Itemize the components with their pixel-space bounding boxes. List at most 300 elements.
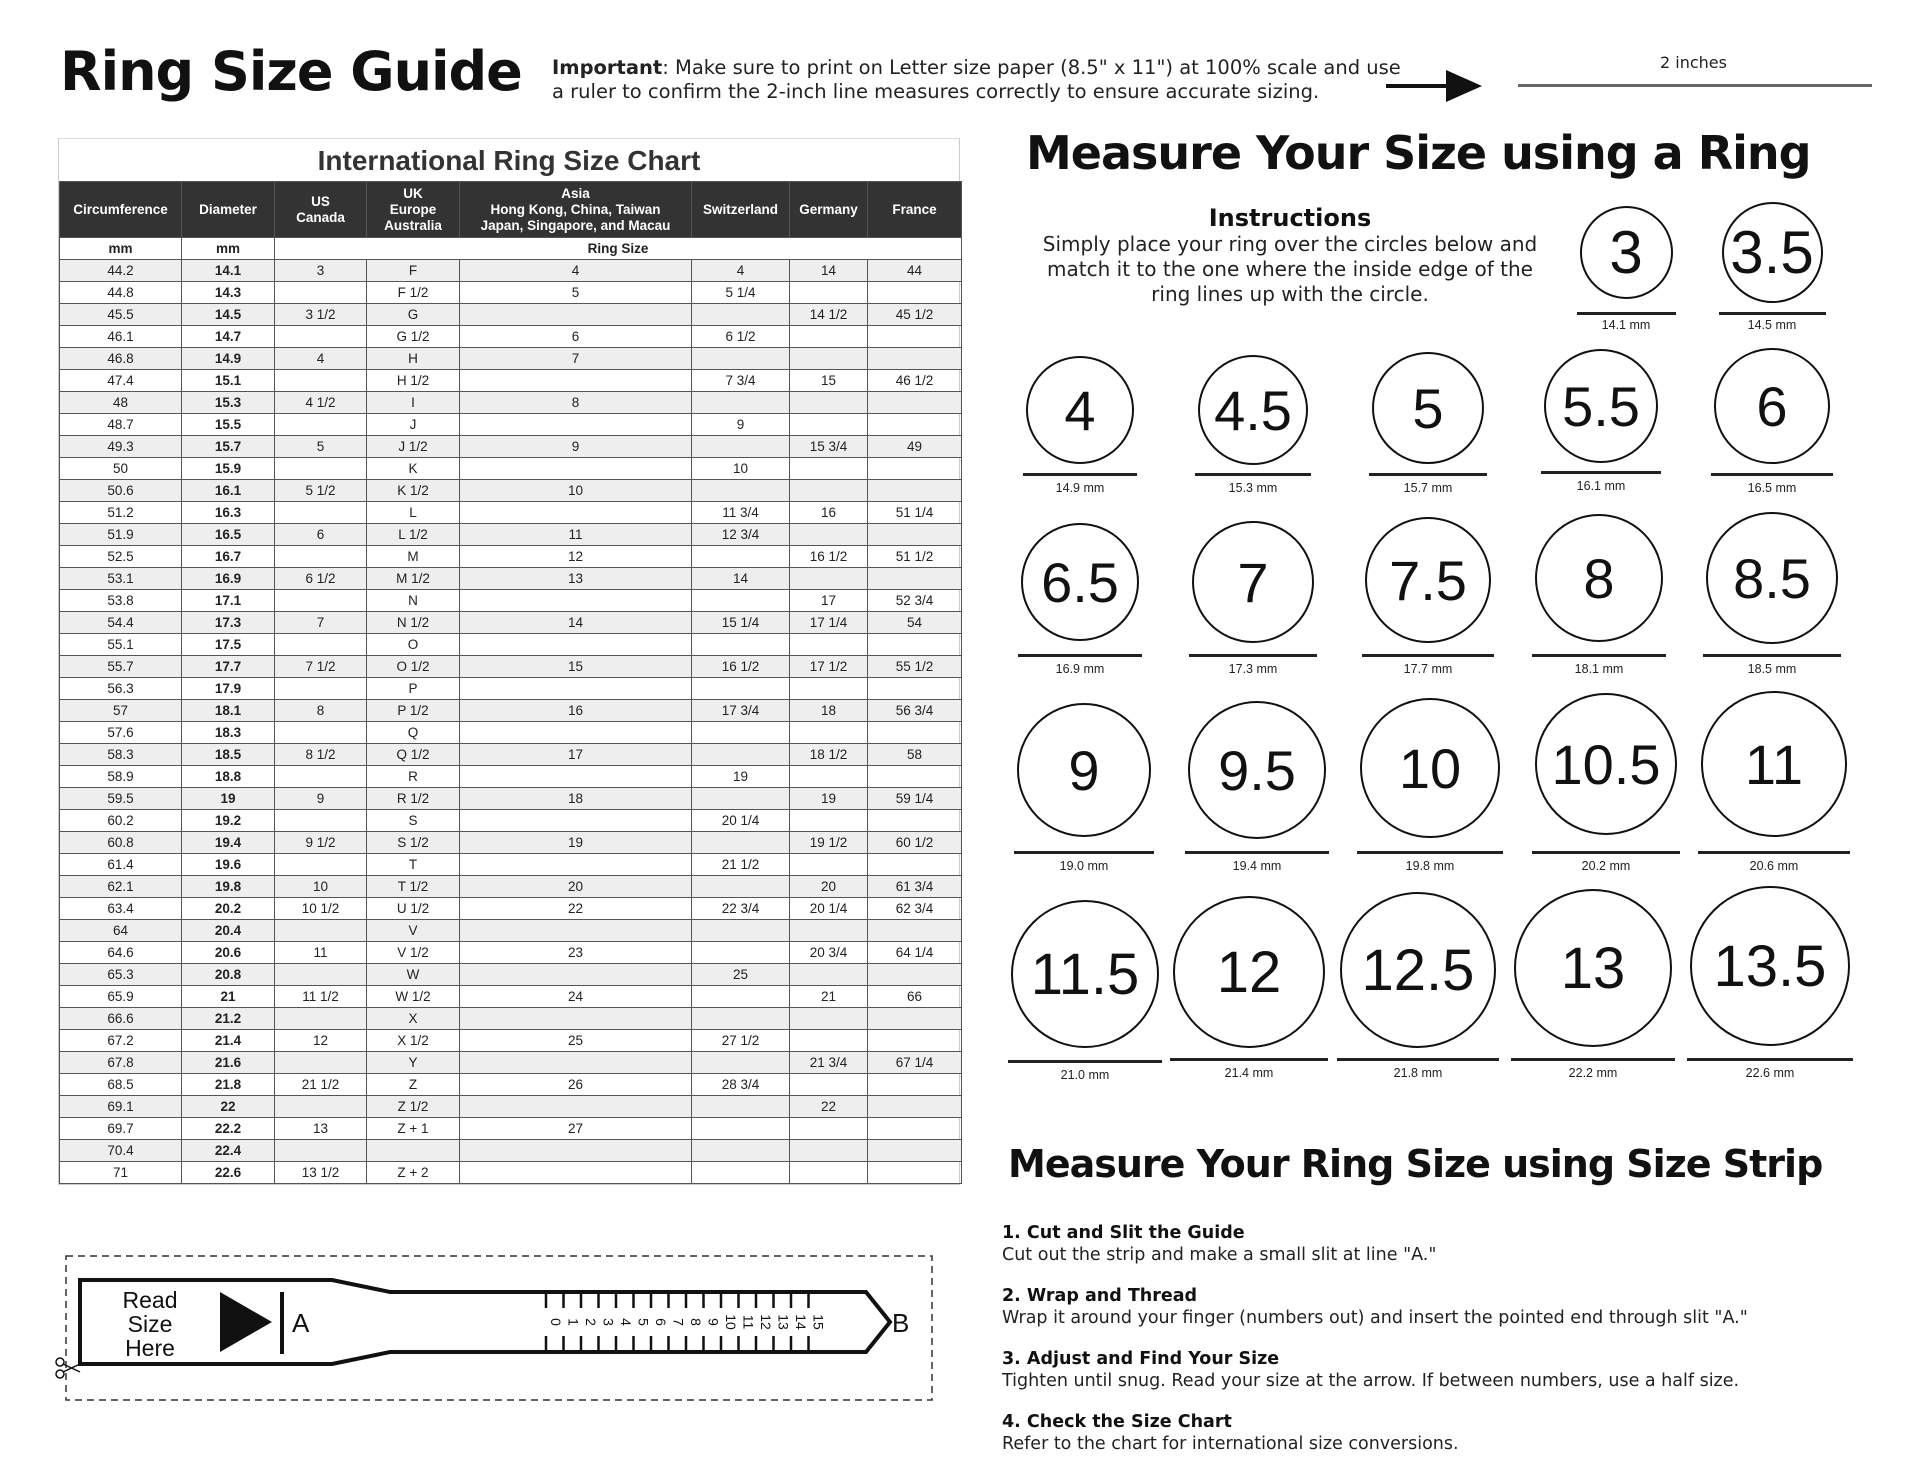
table-cell bbox=[790, 678, 868, 700]
ring-underline bbox=[1189, 654, 1317, 657]
table-cell: 61.4 bbox=[60, 854, 182, 876]
table-cell: 44.2 bbox=[60, 260, 182, 282]
table-cell: 45 1/2 bbox=[868, 304, 962, 326]
ring-underline bbox=[1170, 1058, 1328, 1061]
table-row bbox=[60, 678, 962, 700]
table-cell: 4 bbox=[460, 260, 692, 282]
table-cell: Z bbox=[367, 1074, 460, 1096]
table-cell: 19 bbox=[692, 766, 790, 788]
table-cell: 21.4 bbox=[182, 1030, 275, 1052]
table-cell bbox=[692, 942, 790, 964]
table-cell: 12 bbox=[275, 1030, 367, 1052]
table-cell: R 1/2 bbox=[367, 788, 460, 810]
table-cell bbox=[275, 590, 367, 612]
table-cell bbox=[275, 502, 367, 524]
table-cell: 20.2 bbox=[182, 898, 275, 920]
table-cell bbox=[868, 348, 962, 370]
table-cell: 21.8 bbox=[182, 1074, 275, 1096]
step-title: 3. Adjust and Find Your Size bbox=[1002, 1349, 1280, 1369]
table-cell: 18.8 bbox=[182, 766, 275, 788]
table-cell: 17 bbox=[790, 590, 868, 612]
table-cell: N 1/2 bbox=[367, 612, 460, 634]
table-cell: 9 bbox=[692, 414, 790, 436]
ring-underline bbox=[1703, 654, 1841, 657]
ring-size-strip[interactable] bbox=[50, 1250, 940, 1410]
ring-underline bbox=[1362, 654, 1494, 657]
table-cell: 22 bbox=[182, 1096, 275, 1118]
table-row bbox=[60, 744, 962, 766]
ring-circle-size: 7 bbox=[1192, 521, 1314, 643]
table-cell: T bbox=[367, 854, 460, 876]
table-row bbox=[60, 1140, 962, 1162]
table-cell: 21 bbox=[790, 986, 868, 1008]
table-cell: J bbox=[367, 414, 460, 436]
table-cell bbox=[790, 414, 868, 436]
table-cell bbox=[790, 568, 868, 590]
ring-circle-size: 4 bbox=[1026, 356, 1134, 464]
table-cell: 58.3 bbox=[60, 744, 182, 766]
table-cell: 5 1/4 bbox=[692, 282, 790, 304]
table-row bbox=[60, 546, 962, 568]
table-cell: 4 bbox=[275, 348, 367, 370]
table-cell bbox=[460, 1008, 692, 1030]
scale-number: 7 bbox=[670, 1318, 687, 1326]
units-cell: mm bbox=[182, 238, 275, 260]
table-cell: 22 bbox=[790, 1096, 868, 1118]
table-cell: 25 bbox=[460, 1030, 692, 1052]
table-cell bbox=[275, 766, 367, 788]
column-header: Asia Hong Kong, China, Taiwan Japan, Singapore, and Macau bbox=[460, 182, 692, 238]
table-cell: 14 bbox=[790, 260, 868, 282]
table-cell: 9 bbox=[460, 436, 692, 458]
table-cell bbox=[868, 920, 962, 942]
table-row bbox=[60, 612, 962, 634]
table-cell: 11 bbox=[460, 524, 692, 546]
table-cell: 62.1 bbox=[60, 876, 182, 898]
label-a: A bbox=[292, 1308, 310, 1338]
table-cell: 59 1/4 bbox=[868, 788, 962, 810]
table-cell bbox=[790, 392, 868, 414]
table-cell: 44 bbox=[868, 260, 962, 282]
units-cell: mm bbox=[60, 238, 182, 260]
table-cell bbox=[692, 986, 790, 1008]
table-row bbox=[60, 942, 962, 964]
table-row bbox=[60, 260, 962, 282]
table-cell bbox=[692, 392, 790, 414]
table-cell: 14.9 bbox=[182, 348, 275, 370]
ring-underline bbox=[1711, 473, 1833, 476]
ring-mm-label: 15.3 mm bbox=[1228, 481, 1278, 495]
table-cell: 52.5 bbox=[60, 546, 182, 568]
table-row bbox=[60, 1162, 962, 1184]
ring-mm-label: 14.9 mm bbox=[1055, 481, 1105, 495]
ring-mm-label: 18.1 mm bbox=[1574, 662, 1624, 676]
table-cell: F bbox=[367, 260, 460, 282]
step-desc: Refer to the chart for international size conversions. bbox=[1002, 1434, 1459, 1454]
table-cell: 48.7 bbox=[60, 414, 182, 436]
table-cell bbox=[790, 722, 868, 744]
ring-circle-size: 9 bbox=[1017, 703, 1151, 837]
ring-mm-label: 18.5 mm bbox=[1747, 662, 1797, 676]
table-cell: 60.8 bbox=[60, 832, 182, 854]
scale-number: 12 bbox=[758, 1314, 774, 1330]
table-cell: 7 3/4 bbox=[692, 370, 790, 392]
table-cell: 67.2 bbox=[60, 1030, 182, 1052]
table-cell: 64 1/4 bbox=[868, 942, 962, 964]
table-cell: K 1/2 bbox=[367, 480, 460, 502]
table-cell: 15.1 bbox=[182, 370, 275, 392]
table-cell bbox=[868, 282, 962, 304]
table-cell bbox=[868, 1118, 962, 1140]
table-header-row bbox=[60, 182, 962, 238]
table-cell: 54 bbox=[868, 612, 962, 634]
table-cell: 64 bbox=[60, 920, 182, 942]
table-cell bbox=[868, 568, 962, 590]
table-cell bbox=[692, 348, 790, 370]
column-header: Switzerland bbox=[692, 182, 790, 238]
column-header: US Canada bbox=[275, 182, 367, 238]
table-cell: 28 3/4 bbox=[692, 1074, 790, 1096]
table-cell: 71 bbox=[60, 1162, 182, 1184]
table-row bbox=[60, 480, 962, 502]
table-cell: 6 1/2 bbox=[692, 326, 790, 348]
table-cell bbox=[790, 1008, 868, 1030]
table-cell: 15.5 bbox=[182, 414, 275, 436]
table-cell: Z + 2 bbox=[367, 1162, 460, 1184]
table-cell bbox=[460, 370, 692, 392]
read-label-line: Read bbox=[122, 1287, 178, 1313]
table-cell: 19.8 bbox=[182, 876, 275, 898]
table-cell: 17 3/4 bbox=[692, 700, 790, 722]
table-row bbox=[60, 568, 962, 590]
table-cell: 55 1/2 bbox=[868, 656, 962, 678]
table-row bbox=[60, 1052, 962, 1074]
ring-circle-size: 12.5 bbox=[1340, 892, 1496, 1048]
table-cell bbox=[790, 1162, 868, 1184]
scale-number: 1 bbox=[565, 1318, 582, 1326]
table-cell bbox=[790, 1074, 868, 1096]
table-cell: 25 bbox=[692, 964, 790, 986]
table-cell: 15.9 bbox=[182, 458, 275, 480]
table-cell: 18 bbox=[460, 788, 692, 810]
ring-mm-label: 17.3 mm bbox=[1228, 662, 1278, 676]
table-cell: 27 1/2 bbox=[692, 1030, 790, 1052]
important-text: : Make sure to print on Letter size paper (8.5" x 11") at 100% scale and use a ruler to confirm the 2-inch line measures correctly to ensure accurate sizing. bbox=[552, 56, 1401, 103]
table-cell: 10 1/2 bbox=[275, 898, 367, 920]
table-cell: 51 1/2 bbox=[868, 546, 962, 568]
table-cell: 6 bbox=[460, 326, 692, 348]
table-row bbox=[60, 304, 962, 326]
table-cell: 20 bbox=[460, 876, 692, 898]
ring-mm-label: 15.7 mm bbox=[1403, 481, 1453, 495]
table-cell: 13 bbox=[460, 568, 692, 590]
table-cell: 53.1 bbox=[60, 568, 182, 590]
table-cell bbox=[790, 524, 868, 546]
table-cell: 66.6 bbox=[60, 1008, 182, 1030]
table-cell bbox=[460, 502, 692, 524]
table-cell: 19.2 bbox=[182, 810, 275, 832]
table-cell bbox=[692, 634, 790, 656]
table-cell bbox=[460, 634, 692, 656]
ring-mm-label: 19.4 mm bbox=[1232, 859, 1282, 873]
table-cell bbox=[275, 678, 367, 700]
table-row bbox=[60, 1008, 962, 1030]
table-row bbox=[60, 810, 962, 832]
table-cell bbox=[692, 1118, 790, 1140]
table-cell: 49 bbox=[868, 436, 962, 458]
table-cell: 21.6 bbox=[182, 1052, 275, 1074]
table-row bbox=[60, 370, 962, 392]
table-cell: 21 3/4 bbox=[790, 1052, 868, 1074]
table-cell: 23 bbox=[460, 942, 692, 964]
table-row bbox=[60, 1030, 962, 1052]
table-cell: M 1/2 bbox=[367, 568, 460, 590]
table-cell: 17.9 bbox=[182, 678, 275, 700]
table-cell bbox=[460, 1096, 692, 1118]
ring-mm-label: 16.9 mm bbox=[1055, 662, 1105, 676]
table-cell: 22.6 bbox=[182, 1162, 275, 1184]
table-cell: M bbox=[367, 546, 460, 568]
ring-underline bbox=[1023, 473, 1137, 476]
table-cell: H bbox=[367, 348, 460, 370]
table-cell bbox=[460, 810, 692, 832]
table-cell: 15 3/4 bbox=[790, 436, 868, 458]
page-title: Ring Size Guide bbox=[60, 40, 522, 103]
strip-steps bbox=[1002, 1222, 1882, 1474]
table-cell: 15 bbox=[790, 370, 868, 392]
scale-number: 5 bbox=[635, 1318, 652, 1326]
step-desc: Tighten until snug. Read your size at the arrow. If between numbers, use a half size. bbox=[1002, 1371, 1740, 1391]
table-cell: 5 bbox=[275, 436, 367, 458]
table-cell: N bbox=[367, 590, 460, 612]
table-cell: 19.6 bbox=[182, 854, 275, 876]
table-cell: 19 bbox=[790, 788, 868, 810]
table-row bbox=[60, 524, 962, 546]
table-cell bbox=[275, 1140, 367, 1162]
table-cell: 45.5 bbox=[60, 304, 182, 326]
ring-mm-label: 19.0 mm bbox=[1059, 859, 1109, 873]
table-cell bbox=[692, 304, 790, 326]
ring-circle-size: 9.5 bbox=[1188, 701, 1326, 839]
ring-underline bbox=[1698, 851, 1850, 854]
table-row bbox=[60, 766, 962, 788]
table-cell bbox=[790, 810, 868, 832]
table-cell: 20 3/4 bbox=[790, 942, 868, 964]
table-cell: Q bbox=[367, 722, 460, 744]
chart-title: International Ring Size Chart bbox=[317, 145, 701, 176]
table-cell bbox=[790, 282, 868, 304]
ring-circle-size: 4.5 bbox=[1198, 355, 1308, 465]
table-cell: F 1/2 bbox=[367, 282, 460, 304]
ring-size-table bbox=[59, 181, 962, 1184]
table-cell bbox=[692, 1008, 790, 1030]
table-cell: 20 1/4 bbox=[790, 898, 868, 920]
table-row bbox=[60, 920, 962, 942]
table-cell: 51.9 bbox=[60, 524, 182, 546]
table-cell: 16.3 bbox=[182, 502, 275, 524]
table-cell bbox=[692, 678, 790, 700]
scale-number: 8 bbox=[688, 1318, 704, 1326]
table-cell: 3 bbox=[275, 260, 367, 282]
table-cell: H 1/2 bbox=[367, 370, 460, 392]
table-cell: 12 3/4 bbox=[692, 524, 790, 546]
table-cell: 10 bbox=[692, 458, 790, 480]
table-cell bbox=[868, 810, 962, 832]
table-cell bbox=[868, 766, 962, 788]
table-cell bbox=[868, 1140, 962, 1162]
table-row bbox=[60, 1118, 962, 1140]
table-cell: 65.3 bbox=[60, 964, 182, 986]
two-inch-ruler-line bbox=[1518, 84, 1872, 87]
table-cell: 48 bbox=[60, 392, 182, 414]
table-cell: 66 bbox=[868, 986, 962, 1008]
ring-mm-label: 20.2 mm bbox=[1581, 859, 1631, 873]
table-cell: K bbox=[367, 458, 460, 480]
table-cell: 57 bbox=[60, 700, 182, 722]
ring-circle-size: 10.5 bbox=[1535, 693, 1677, 835]
table-cell: 21 1/2 bbox=[692, 854, 790, 876]
table-cell: 20 bbox=[790, 876, 868, 898]
ring-circle-size: 5.5 bbox=[1544, 349, 1658, 463]
ring-underline bbox=[1687, 1058, 1853, 1061]
table-row bbox=[60, 876, 962, 898]
table-cell bbox=[692, 920, 790, 942]
column-header: France bbox=[868, 182, 962, 238]
table-cell: 27 bbox=[460, 1118, 692, 1140]
table-cell: 53.8 bbox=[60, 590, 182, 612]
table-cell bbox=[692, 480, 790, 502]
table-cell bbox=[460, 1052, 692, 1074]
table-cell bbox=[275, 634, 367, 656]
table-row bbox=[60, 326, 962, 348]
table-cell: U 1/2 bbox=[367, 898, 460, 920]
table-cell: 6 bbox=[275, 524, 367, 546]
table-cell: P 1/2 bbox=[367, 700, 460, 722]
table-cell bbox=[868, 1096, 962, 1118]
table-cell bbox=[692, 1140, 790, 1162]
table-cell bbox=[275, 722, 367, 744]
table-row bbox=[60, 700, 962, 722]
table-cell: 63.4 bbox=[60, 898, 182, 920]
table-cell: 55.1 bbox=[60, 634, 182, 656]
ring-mm-label: 17.7 mm bbox=[1403, 662, 1453, 676]
table-cell: 17 1/4 bbox=[790, 612, 868, 634]
table-cell bbox=[868, 1008, 962, 1030]
ring-circle-size: 8.5 bbox=[1706, 512, 1838, 644]
table-cell: 60 1/2 bbox=[868, 832, 962, 854]
table-cell: 24 bbox=[460, 986, 692, 1008]
table-cell: 22 3/4 bbox=[692, 898, 790, 920]
table-cell bbox=[692, 876, 790, 898]
step-desc: Wrap it around your finger (numbers out) and insert the pointed end through slit "A." bbox=[1002, 1308, 1748, 1328]
scissors-icon bbox=[56, 1358, 80, 1378]
ring-underline bbox=[1532, 654, 1666, 657]
table-cell bbox=[692, 744, 790, 766]
table-cell: 44.8 bbox=[60, 282, 182, 304]
table-row bbox=[60, 590, 962, 612]
table-cell: 54.4 bbox=[60, 612, 182, 634]
ring-circle-size: 10 bbox=[1360, 698, 1500, 838]
table-cell bbox=[367, 1140, 460, 1162]
read-label-line: Here bbox=[125, 1335, 175, 1361]
ring-circle-size: 3.5 bbox=[1722, 202, 1823, 303]
ring-circle-size: 7.5 bbox=[1365, 517, 1491, 643]
table-cell: 50 bbox=[60, 458, 182, 480]
table-cell: G 1/2 bbox=[367, 326, 460, 348]
table-cell: 17.1 bbox=[182, 590, 275, 612]
label-b: B bbox=[892, 1308, 910, 1338]
table-cell: 22 bbox=[460, 898, 692, 920]
table-cell: 19 1/2 bbox=[790, 832, 868, 854]
table-cell: 14 1/2 bbox=[790, 304, 868, 326]
table-cell bbox=[460, 766, 692, 788]
table-cell bbox=[460, 920, 692, 942]
ring-underline bbox=[1541, 471, 1661, 474]
print-instructions bbox=[552, 56, 1412, 104]
table-cell bbox=[790, 964, 868, 986]
table-cell: 17.5 bbox=[182, 634, 275, 656]
ring-section-heading: Measure Your Size using a Ring bbox=[1026, 126, 1811, 180]
table-cell: 19 bbox=[460, 832, 692, 854]
table-cell: 21.2 bbox=[182, 1008, 275, 1030]
table-cell bbox=[790, 326, 868, 348]
table-cell: 56 3/4 bbox=[868, 700, 962, 722]
table-cell: 16 1/2 bbox=[692, 656, 790, 678]
table-cell bbox=[460, 458, 692, 480]
table-cell bbox=[275, 1008, 367, 1030]
table-cell: 14.5 bbox=[182, 304, 275, 326]
table-row bbox=[60, 348, 962, 370]
table-cell: T 1/2 bbox=[367, 876, 460, 898]
table-cell: 46 1/2 bbox=[868, 370, 962, 392]
table-cell bbox=[790, 766, 868, 788]
ring-mm-label: 14.5 mm bbox=[1747, 318, 1797, 332]
table-cell: 70.4 bbox=[60, 1140, 182, 1162]
table-cell: 64.6 bbox=[60, 942, 182, 964]
table-cell bbox=[790, 458, 868, 480]
units-row bbox=[60, 238, 962, 260]
table-row bbox=[60, 1096, 962, 1118]
table-cell: 16 1/2 bbox=[790, 546, 868, 568]
step-title: 2. Wrap and Thread bbox=[1002, 1286, 1198, 1306]
table-cell bbox=[868, 1074, 962, 1096]
ring-underline bbox=[1577, 312, 1676, 315]
table-cell: 21 1/2 bbox=[275, 1074, 367, 1096]
table-cell: 46.8 bbox=[60, 348, 182, 370]
table-row bbox=[60, 656, 962, 678]
table-row bbox=[60, 788, 962, 810]
table-cell bbox=[275, 1052, 367, 1074]
table-cell: G bbox=[367, 304, 460, 326]
column-header: Circumference bbox=[60, 182, 182, 238]
ring-underline bbox=[1532, 851, 1680, 854]
scale-number: 9 bbox=[705, 1318, 722, 1326]
ring-mm-label: 21.0 mm bbox=[1060, 1068, 1110, 1082]
table-cell: 20.8 bbox=[182, 964, 275, 986]
table-cell: 58.9 bbox=[60, 766, 182, 788]
table-cell: 17.3 bbox=[182, 612, 275, 634]
ring-circle-size: 6.5 bbox=[1021, 523, 1139, 641]
table-cell bbox=[790, 920, 868, 942]
table-cell bbox=[790, 348, 868, 370]
ring-circle-size: 5 bbox=[1372, 352, 1484, 464]
table-cell: 16 bbox=[790, 502, 868, 524]
table-cell: 51 1/4 bbox=[868, 502, 962, 524]
table-cell: 15.7 bbox=[182, 436, 275, 458]
table-cell: W 1/2 bbox=[367, 986, 460, 1008]
table-cell bbox=[275, 854, 367, 876]
table-cell: Y bbox=[367, 1052, 460, 1074]
